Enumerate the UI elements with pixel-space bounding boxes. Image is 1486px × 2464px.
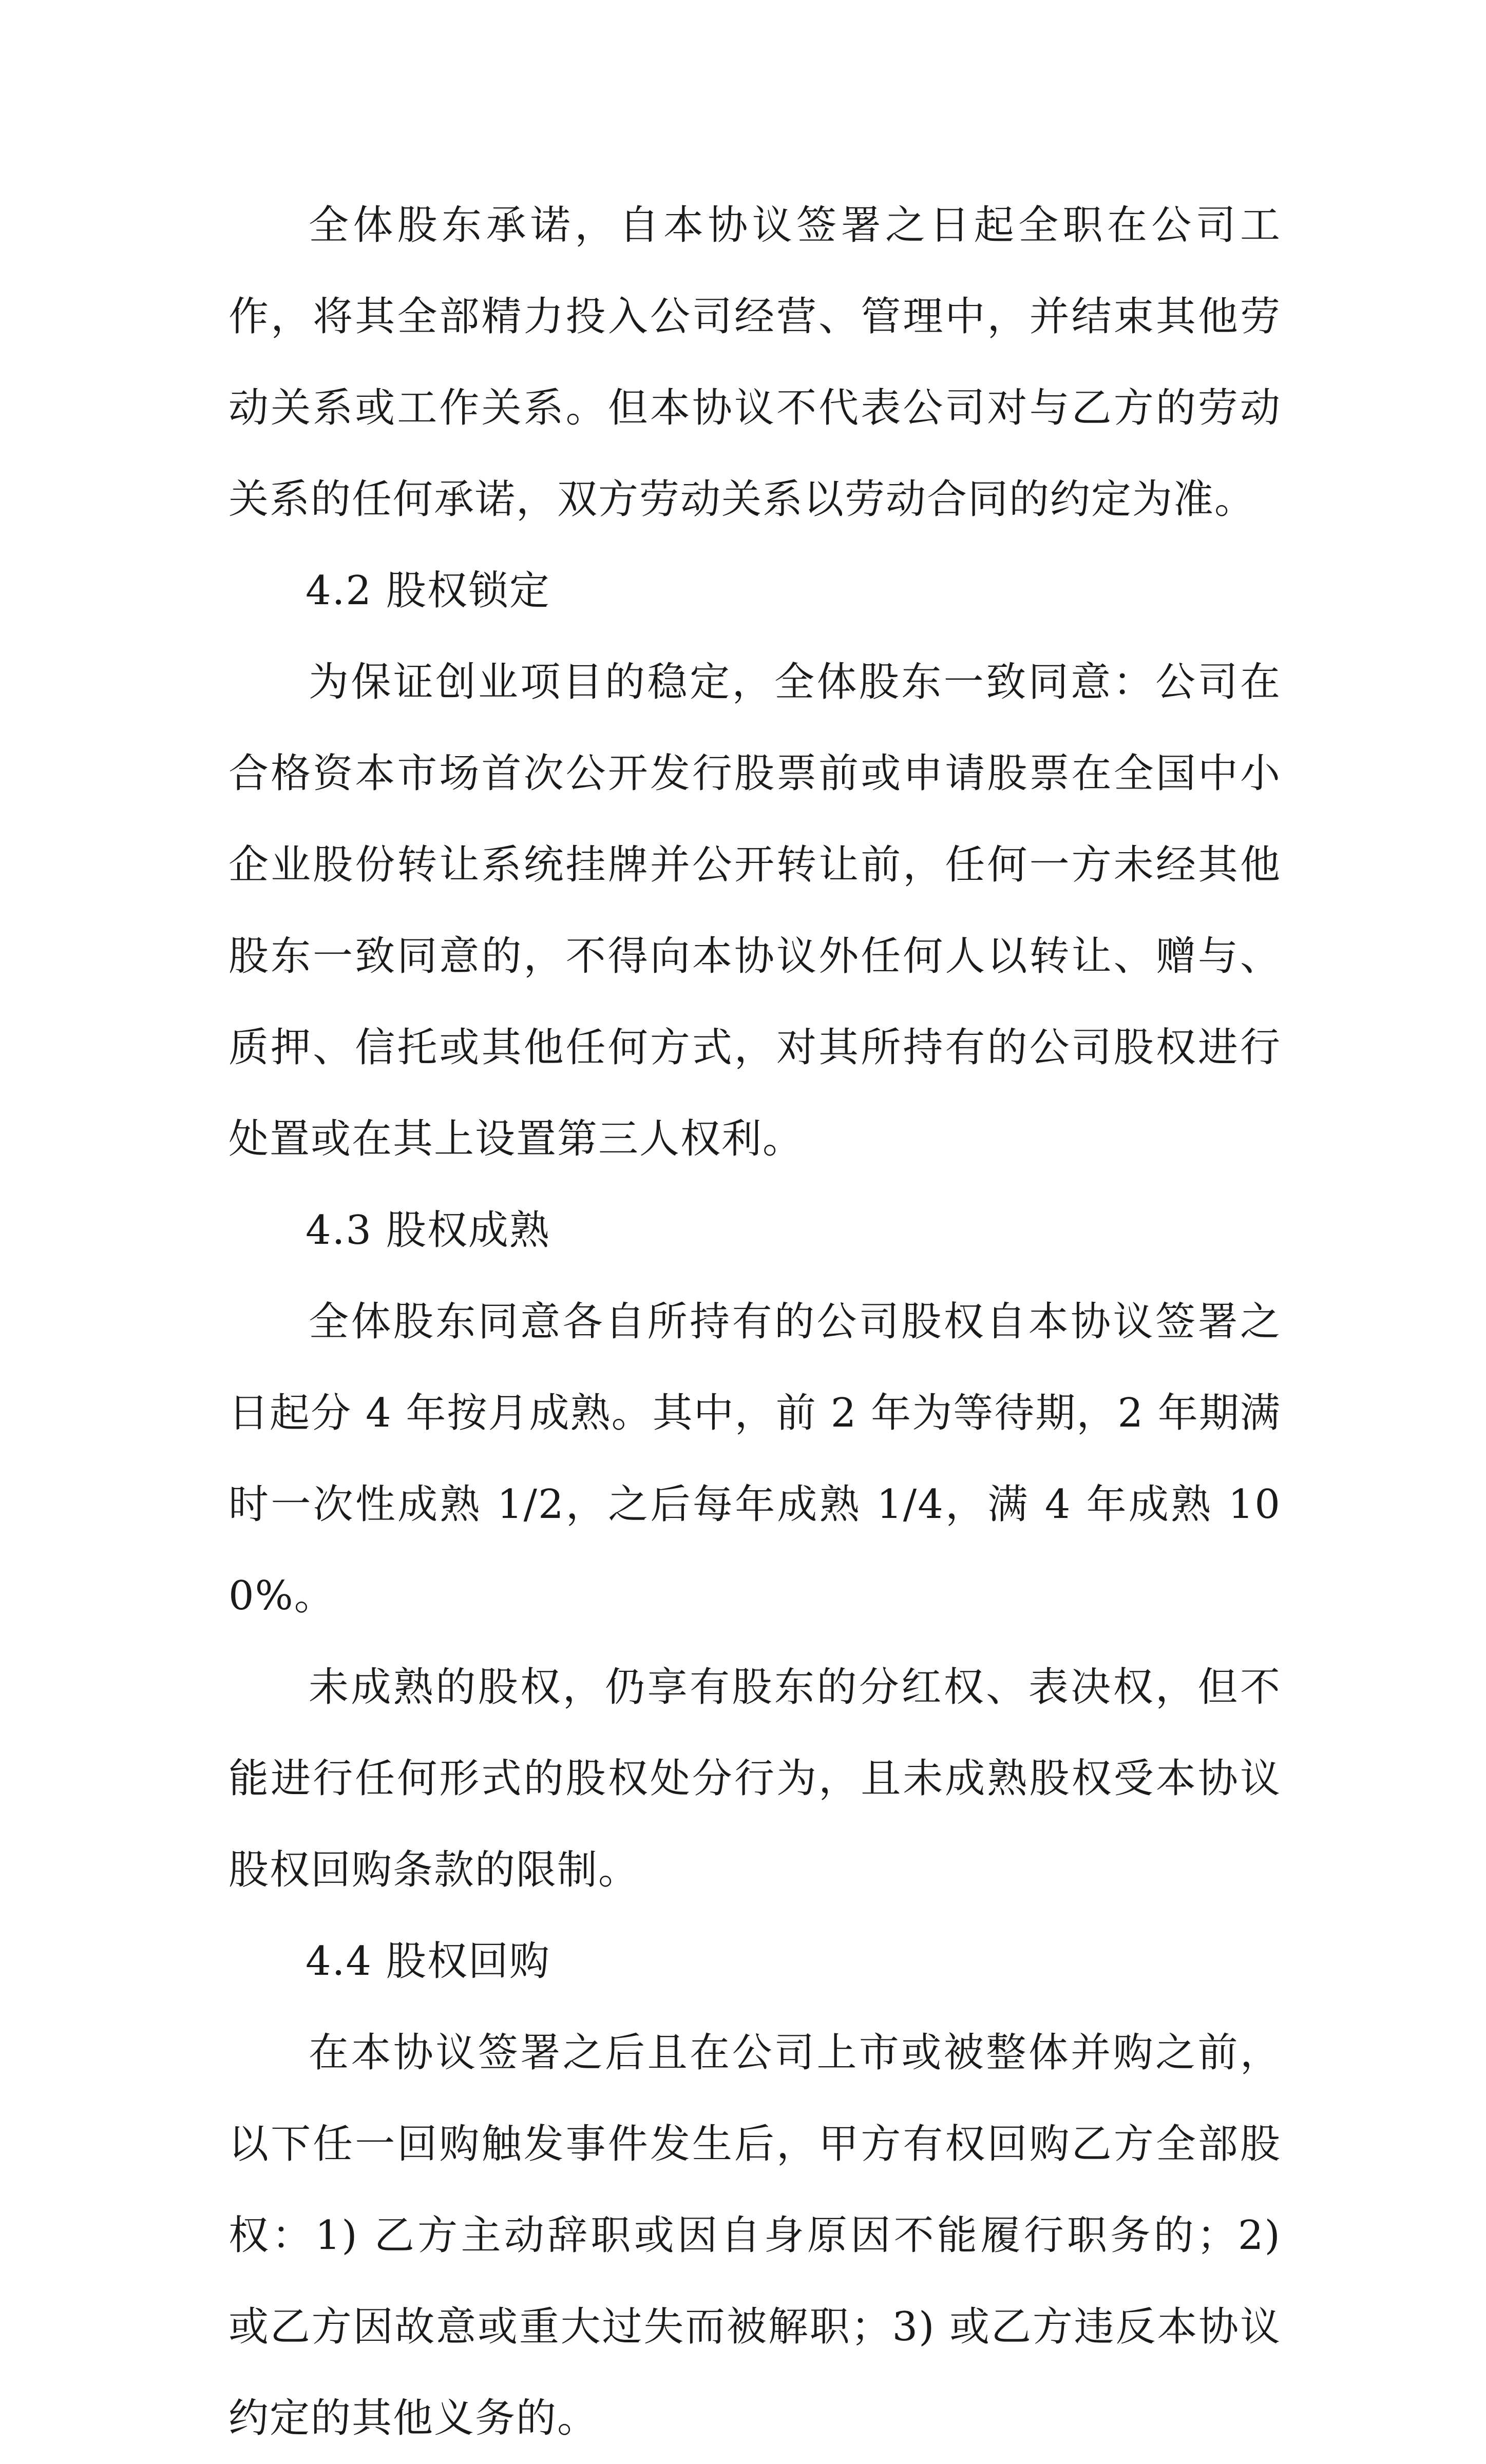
section-heading-4-2: 4.2 股权锁定 (306, 568, 550, 614)
document-body (228, 180, 1281, 2464)
paragraph-repurchase-triggers: 在本协议签署之后且在公司上市或被整体并购之前，以下任一回购触发事件发生后，甲方有权回购乙方全部股权：1) 乙方主动辞职或因自身原因不能履行职务的；2) 或乙方因故意或重大过失而被解职；3) 或乙方违反本协议约定的其他义务的。 (228, 2030, 1281, 2441)
paragraph-unvested-rights: 未成熟的股权，仍享有股东的分红权、表决权，但不能进行任何形式的股权处分行为，且未成熟股权受本协议股权回购条款的限制。 (228, 1664, 1281, 1893)
paragraph-full-time-commitment: 全体股东承诺，自本协议签署之日起全职在公司工作，将其全部精力投入公司经营、管理中，并结束其他劳动关系或工作关系。但本协议不代表公司对与乙方的劳动关系的任何承诺，双方劳动关系以劳动合同的约定为准。 (228, 202, 1281, 523)
section-heading-4-3: 4.3 股权成熟 (306, 1207, 550, 1254)
paragraph-vesting-schedule: 全体股东同意各自所持有的公司股权自本协议签署之日起分 4 年按月成熟。其中，前 2 年为等待期，2 年期满时一次性成熟 1/2，之后每年成熟 1/4，满 4 年成熟 100%。 (228, 1299, 1281, 1619)
section-heading-4-4: 4.4 股权回购 (306, 1938, 550, 1985)
paragraph-equity-lock: 为保证创业项目的稳定，全体股东一致同意：公司在合格资本市场首次公开发行股票前或申请股票在全国中小企业股份转让系统挂牌并公开转让前，任何一方未经其他股东一致同意的，不得向本协议外任何人以转让、赠与、质押、信托或其他任何方式，对其所持有的公司股权进行处置或在其上设置第三人权利。 (228, 659, 1281, 1162)
